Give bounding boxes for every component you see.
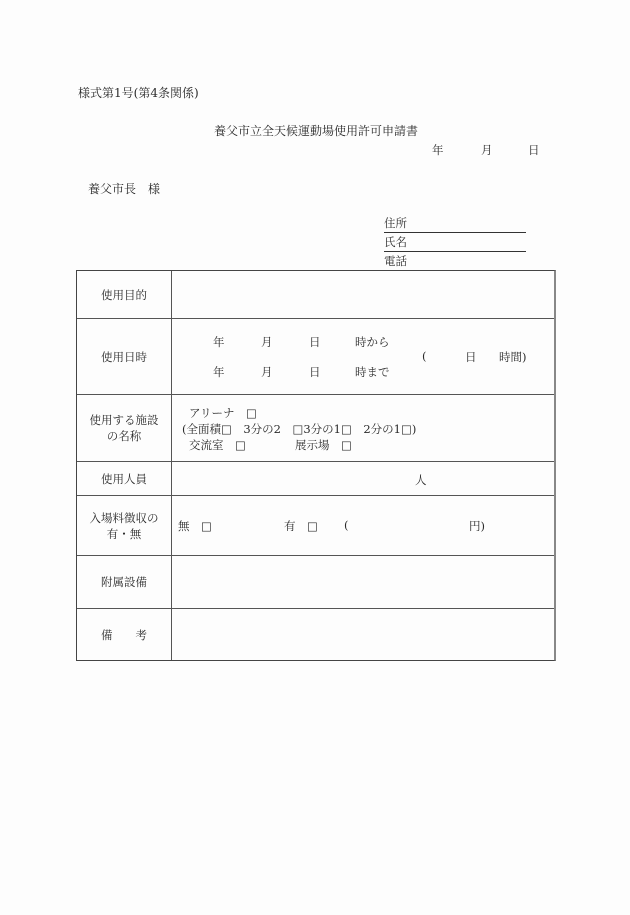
exhibition-hall-checkbox[interactable]: 展示場 □ bbox=[295, 438, 352, 452]
remarks-field[interactable] bbox=[172, 609, 554, 660]
fee-label-line1: 入場料徴収の bbox=[89, 510, 159, 525]
purpose-label: 使用目的 bbox=[77, 271, 172, 318]
people-label: 使用人員 bbox=[77, 462, 172, 495]
row-remarks bbox=[77, 609, 554, 660]
fee-field bbox=[172, 496, 554, 555]
row-fee bbox=[77, 496, 554, 556]
remarks-label: 備 考 bbox=[77, 609, 172, 660]
form-number: 様式第1号(第4条関係) bbox=[78, 86, 199, 100]
facility-field bbox=[172, 395, 554, 461]
name-field[interactable] bbox=[384, 235, 526, 252]
equipment-field[interactable] bbox=[172, 556, 554, 608]
arena-area-options[interactable]: (全面積□ 3分の2 □3分の1□ 2分の1□) bbox=[182, 422, 417, 436]
start-day: 日 bbox=[309, 335, 321, 349]
page-title: 養父市立全天候運動場使用許可申請書 bbox=[214, 124, 419, 138]
phone-label: 電話 bbox=[384, 254, 407, 268]
datetime-field[interactable] bbox=[172, 319, 554, 394]
start-hour: 時から bbox=[355, 335, 390, 349]
exchange-room-checkbox[interactable]: 交流室 □ bbox=[189, 438, 246, 452]
datetime-label: 使用日時 bbox=[77, 319, 172, 394]
end-day: 日 bbox=[309, 365, 321, 379]
people-field[interactable] bbox=[172, 462, 554, 495]
equipment-label: 附属設備 bbox=[77, 556, 172, 608]
row-datetime bbox=[77, 319, 554, 395]
name-label: 氏名 bbox=[384, 235, 407, 249]
end-year: 年 bbox=[213, 365, 225, 379]
fee-none-checkbox[interactable]: 無 □ bbox=[178, 519, 212, 533]
fee-amount-open: ( bbox=[344, 518, 349, 532]
facility-label-line1: 使用する施設 bbox=[89, 413, 159, 427]
fee-label bbox=[77, 496, 172, 555]
phone-field[interactable] bbox=[384, 254, 526, 271]
start-month: 月 bbox=[261, 335, 273, 349]
duration-hours: 時間) bbox=[499, 350, 527, 364]
address-field[interactable] bbox=[384, 216, 526, 233]
people-unit: 人 bbox=[415, 473, 427, 487]
addressee: 養父市長 様 bbox=[88, 182, 161, 196]
arena-checkbox[interactable]: アリーナ □ bbox=[189, 406, 257, 420]
fee-amount-yen: 円) bbox=[469, 519, 485, 533]
fee-yes-checkbox[interactable]: 有 □ bbox=[284, 519, 318, 533]
duration-open: ( bbox=[422, 349, 427, 363]
address-label: 住所 bbox=[384, 216, 407, 230]
date-month: 月 bbox=[481, 143, 493, 157]
row-purpose bbox=[77, 271, 554, 319]
facility-label bbox=[77, 395, 172, 461]
application-table bbox=[76, 270, 556, 661]
facility-label-line2: の名称 bbox=[106, 429, 142, 443]
date-year: 年 bbox=[432, 143, 444, 157]
duration-day: 日 bbox=[465, 350, 477, 364]
start-year: 年 bbox=[213, 335, 225, 349]
purpose-field[interactable] bbox=[172, 271, 554, 318]
date-day: 日 bbox=[528, 143, 540, 157]
row-equipment bbox=[77, 556, 554, 609]
row-facility bbox=[77, 395, 554, 462]
end-hour: 時まで bbox=[355, 365, 390, 379]
end-month: 月 bbox=[261, 365, 273, 379]
row-people bbox=[77, 462, 554, 496]
fee-label-line2: 有・無 bbox=[106, 526, 142, 541]
